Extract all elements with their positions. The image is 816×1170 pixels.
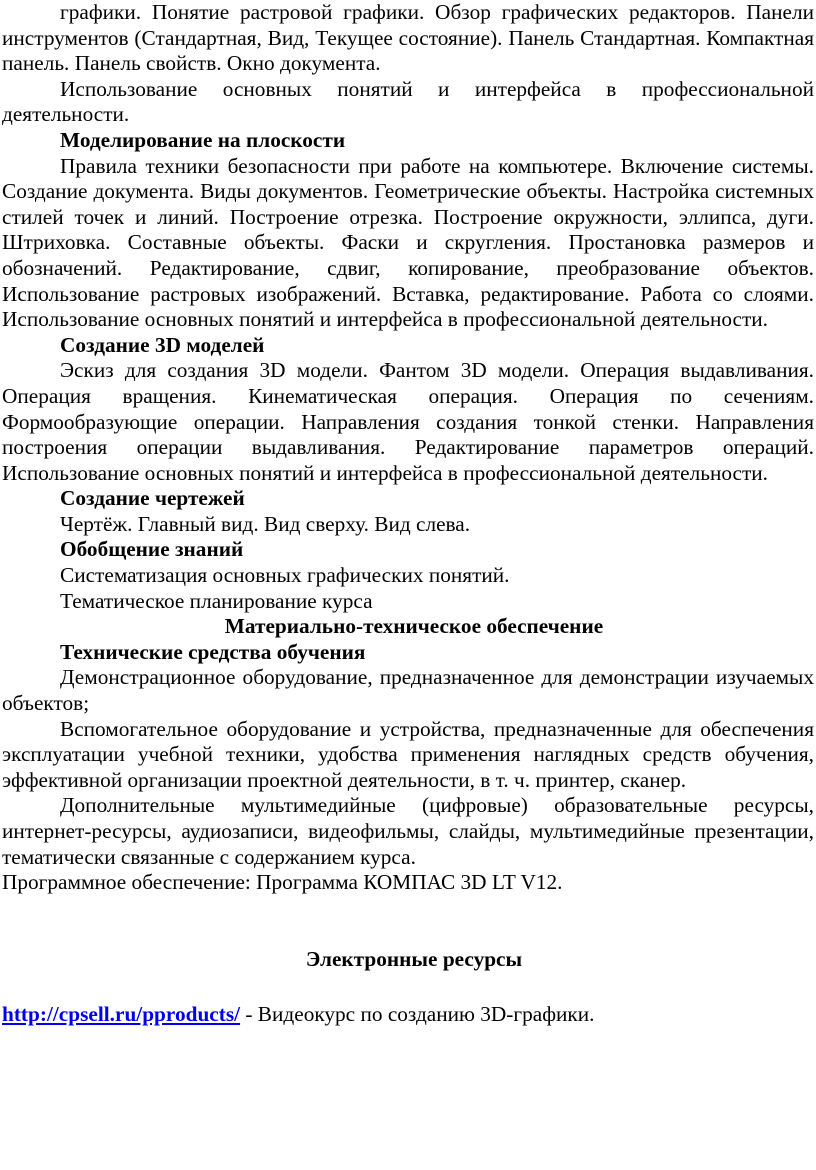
paragraph-software: Программное обеспечение: Программа КОМПАС 3D LT V12. xyxy=(2,870,563,895)
paragraph-modeling-plane: Правила техники безопасности при работе на компьютере. Включение системы. Создание документа. Виды документов. Геометрические объекты. Настройка системных стилей точек и линий. Построение отрезка. Построение окружности, эллипса, дуги. Штриховка. Составные объекты. Фаски и скругления. Простановка размеров и обозначений. Редактирование, сдвиг, копирование, преобразование объектов. Использование растровых изображений. Вставка, редактирование. Работа со слоями. Использование основных понятий и интерфейса в профессиональной деятельности. xyxy=(2,153,814,332)
heading-drawings: Создание чертежей xyxy=(60,486,245,511)
heading-modeling-plane: Моделирование на плоскости xyxy=(60,127,346,152)
resource-description: - Видеокурс по созданию 3D-графики. xyxy=(240,1002,595,1027)
heading-technical-means: Технические средства обучения xyxy=(60,639,366,664)
document-body xyxy=(2,0,814,1028)
paragraph-multimedia-resources: Дополнительные мультимедийные (цифровые) образовательные ресурсы, интернет-ресурсы, аудиозаписи, видеофильмы, слайды, мультимедийные презентации, тематически связанные с содержанием курса. xyxy=(2,793,814,869)
blank-space xyxy=(2,896,814,947)
heading-material-support: Материально-техническое обеспечение xyxy=(224,614,604,639)
paragraph-graphics-intro: графики. Понятие растровой графики. Обзор графических редакторов. Панели инструментов (Стандартная, Вид, Текущее состояние). Панель Стандартная. Компактная панель. Панель свойств. Окно документа. xyxy=(2,0,814,76)
resource-line xyxy=(2,1002,814,1028)
paragraph-systematization: Систематизация основных графических понятий. xyxy=(60,563,510,588)
cpsell-link[interactable]: http://cpsell.ru/pproducts/ xyxy=(2,1002,241,1027)
paragraph-auxiliary-equipment: Вспомогательное оборудование и устройства, предназначенные для обеспечения эксплуатации учебной техники, удобства применения наглядных средств обучения, эффективной организации проектной деятельности, в т. ч. принтер, сканер. xyxy=(2,716,814,792)
blank-space xyxy=(2,972,814,1002)
heading-3d-models: Создание 3D моделей xyxy=(60,332,265,357)
paragraph-usage-1: Использование основных понятий и интерфейса в профессиональной деятельности. xyxy=(2,76,814,127)
paragraph-3d-models: Эскиз для создания 3D модели. Фантом 3D модели. Операция выдавливания. Операция вращения. Кинематическая операция. Операция по сечениям. Формообразующие операции. Направления создания тонкой стенки. Направления построения операции выдавливания. Редактирование параметров операций. Использование основных понятий и интерфейса в профессиональной деятельности. xyxy=(2,358,814,485)
heading-generalization: Обобщение знаний xyxy=(60,537,244,562)
paragraph-demo-equipment: Демонстрационное оборудование, предназначенное для демонстрации изучаемых объектов; xyxy=(2,665,814,716)
heading-electronic-resources: Электронные ресурсы xyxy=(305,946,523,971)
paragraph-drawings: Чертёж. Главный вид. Вид сверху. Вид слева. xyxy=(60,511,471,536)
paragraph-thematic-planning: Тематическое планирование курса xyxy=(60,588,373,613)
